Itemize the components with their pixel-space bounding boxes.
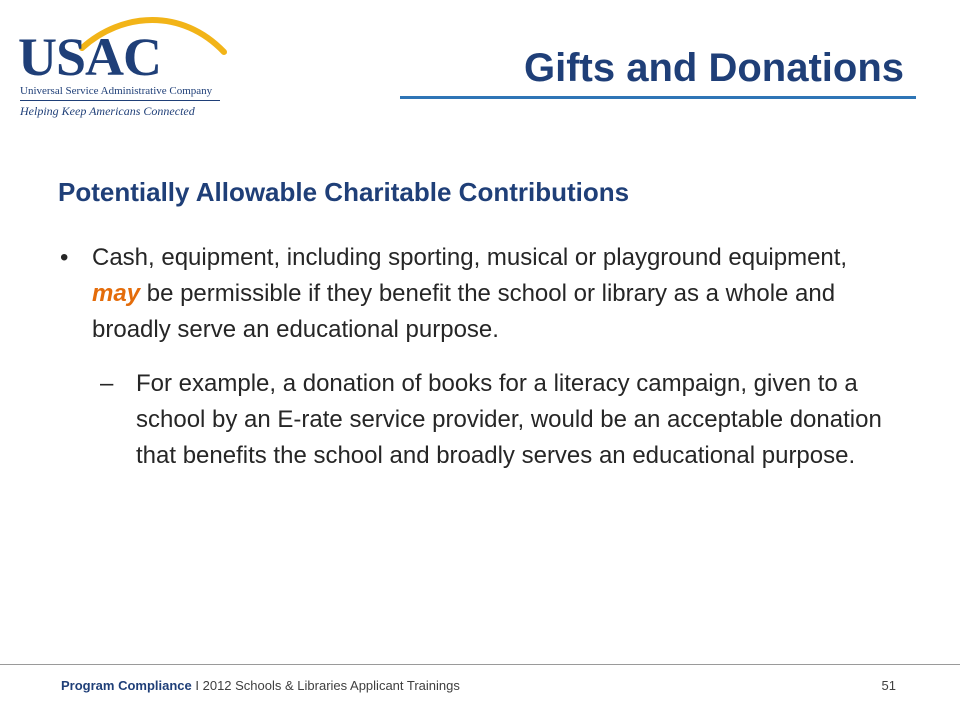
- logo-company-name: Universal Service Administrative Company: [20, 85, 213, 97]
- footer-section: Program Compliance: [61, 678, 192, 693]
- slide-title: Gifts and Donations: [524, 46, 904, 90]
- logo-tagline: Helping Keep Americans Connected: [20, 104, 195, 118]
- sub-bullet: [100, 366, 896, 474]
- page-number: 51: [881, 678, 896, 693]
- bullet-emphasis: may: [92, 280, 141, 307]
- footer-divider: [0, 664, 960, 665]
- footer-training: 2012 Schools & Libraries Applicant Trainings: [202, 678, 460, 693]
- bullet-text-start: Cash, equipment, including sporting, musical or playground equipment,: [92, 244, 848, 271]
- footer: [61, 678, 460, 693]
- bullet-marker: •: [60, 244, 69, 271]
- title-underline: [400, 96, 916, 99]
- sub-bullet-marker: –: [100, 370, 114, 397]
- main-bullet: [60, 240, 892, 348]
- sub-bullet-text: For example, a donation of books for a literacy campaign, given to a school by an E-rate service provider, would be an acceptable donation that benefits the school and broadly serves an educational purpose.: [136, 370, 882, 469]
- logo-divider: [20, 100, 220, 101]
- logo-wordmark: USAC: [18, 27, 162, 87]
- usac-logo: [12, 10, 242, 120]
- slide-subtitle: Potentially Allowable Charitable Contributions: [58, 177, 630, 207]
- bullet-text-end: be permissible if they benefit the school or library as a whole and broadly serve an educational purpose.: [92, 280, 836, 343]
- footer-separator: I: [191, 678, 203, 693]
